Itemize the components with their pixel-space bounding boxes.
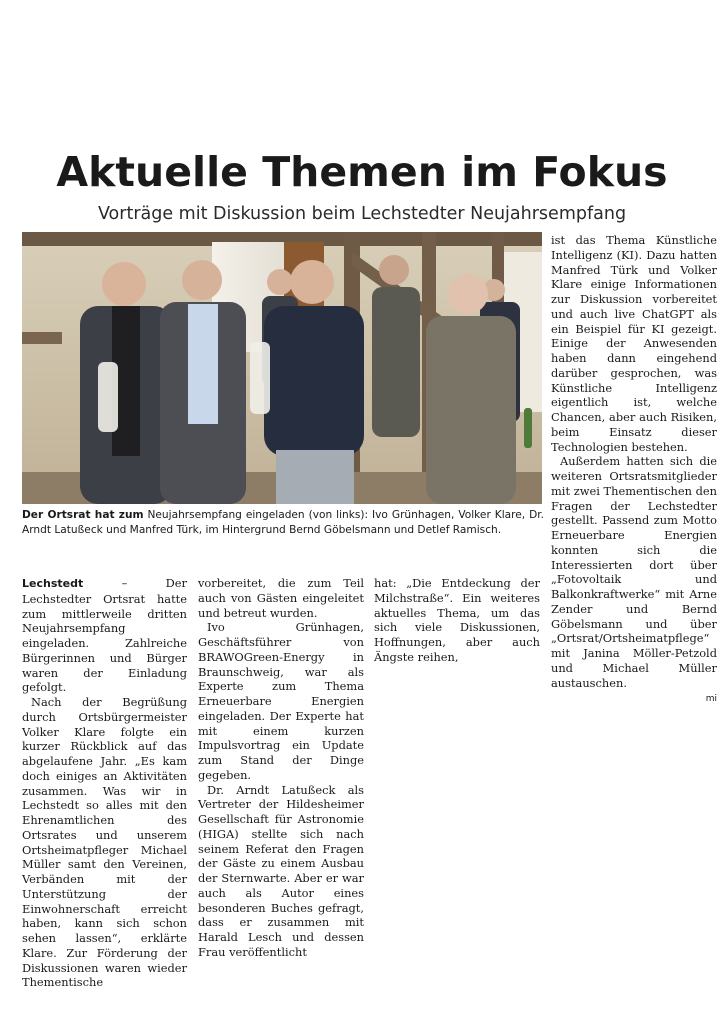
caption-text: Neujahrsempfang eingeladen (von links): Ivo Grünhagen, Volker Klare, Dr. Arndt Latußeck und Manfred Türk, im Hintergrund Bernd Göbelsmann und Detlef Ramisch. xyxy=(22,509,544,536)
photo-caption xyxy=(22,508,544,537)
paragraph: Dr. Arndt Latußeck als Vertreter der Hildesheimer Gesellschaft für Astronomie (HIGA) stellte sich nach seinem Referat den Fragen der Gäste zu einem Ausbau der Sternwarte. Aber er war auch als Autor eines besonderen Buches gefragt, dass er zusammen mit Harald Lesch und dessen Frau veröffentlicht xyxy=(198,782,364,959)
article-column-2 xyxy=(198,576,364,960)
paragraph xyxy=(22,576,187,695)
dateline: Lechstedt xyxy=(22,577,84,590)
paragraph: ist das Thema Künstliche Intelligenz (KI). Dazu hatten Manfred Türk und Volker Klare einige Informationen zur Diskussion vorbereitet und auch live ChatGPT als ein Beispiel für KI gezeigt. Einige der Anwesenden haben dann eingehend darüber gesprochen, was Künstliche Intelligenz eigentlich ist, welche Chancen, aber auch Risiken, beim Einsatz dieser Technologien bestehen. xyxy=(551,233,717,454)
article-column-4 xyxy=(551,233,717,707)
group-photo xyxy=(22,232,542,504)
paragraph: vorbereitet, die zum Teil auch von Gästen eingeleitet und betreut wurden. xyxy=(198,576,364,620)
headline: Aktuelle Themen im Fokus xyxy=(56,148,668,196)
paragraph: Ivo Grünhagen, Geschäftsführer von BRAWOGreen-Energy in Braunschweig, war als Experte zum Thema Erneuerbare Energien eingeladen. Der Experte hat mit einem kurzen Impulsvortrag ein Update zum Stand der Dinge gegeben. xyxy=(198,620,364,782)
paragraph: hat: „Die Entdeckung der Milchstraße“. Ein weiteres aktuelles Thema, um das sich viele Diskussionen, Hoffnungen, aber auch Ängste reihen, xyxy=(374,576,540,664)
caption-lead: Der Ortsrat hat zum xyxy=(22,509,144,521)
author-signature: mi xyxy=(705,694,717,705)
paragraph: Außerdem hatten sich die weiteren Ortsratsmitglieder mit zwei Thementischen den Fragen der Lechstedter gestellt. Passend zum Motto Erneuerbare Energien konnten sich die Interessierten dort über „Fotovoltaik und Balkonkraftwerke“ mit Arne Zender und Bernd Göbelsmann und über „Ortsrat/Ortsheimatpflege“ mit Janina Möller-Petzold und Michael Müller austauschen. xyxy=(551,454,717,690)
paragraph-text: – Der Lechstedter Ortsrat hatte zum mittlerweile dritten Neujahrsempfang eingeladen. Zahlreiche Bürgerinnen und Bürger waren der Einladung gefolgt. xyxy=(22,576,187,695)
subheadline: Vorträge mit Diskussion beim Lechstedter Neujahrsempfang xyxy=(97,204,627,224)
article-column-3 xyxy=(374,576,540,665)
article-column-1 xyxy=(22,576,187,990)
paragraph: Nach der Begrüßung durch Ortsbürgermeister Volker Klare folgte ein kurzer Rückblick auf das abgelaufene Jahr. „Es kam doch einiges an Aktivitäten zusammen. Was wir in Lechstedt so alles mit den Ehrenamtlichen des Ortsrates und unserem Ortsheimatpfleger Michael Müller samt den Vereinen, Verbänden mit der Unterstützung der Einwohnerschaft erreicht haben, kann sich schon sehen lassen“, erklärte Klare. Zur Förderung der Diskussionen waren wieder Thementische xyxy=(22,695,187,990)
